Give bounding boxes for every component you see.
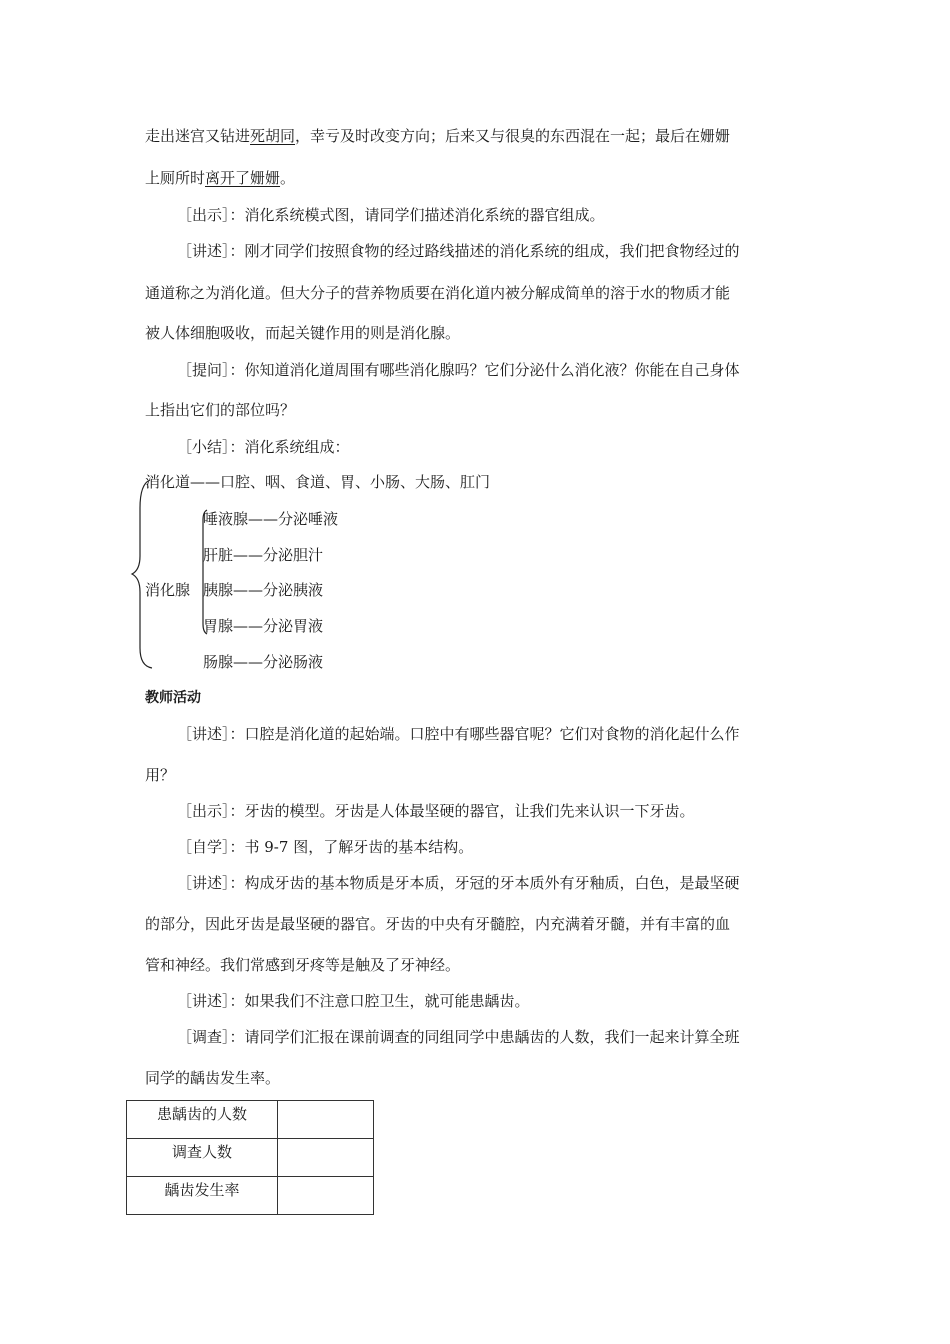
table-blank-cell (278, 1177, 374, 1215)
talk-line: 通道称之为消化道。但大分子的营养物质要在消化道内被分解成简单的溶于水的物质才能 (145, 284, 731, 302)
section-heading: 教师活动 (145, 690, 201, 706)
table-label-cell: 患龋齿的人数 (127, 1101, 278, 1139)
table-row (127, 1177, 374, 1215)
table-row (127, 1139, 374, 1177)
table-label-cell: 调查人数 (127, 1139, 278, 1177)
talk-line: ［讲述］：如果我们不注意口腔卫生，就可能患龋齿。 (177, 992, 530, 1010)
talk-line: ［讲述］：口腔是消化道的起始端。口腔中有哪些器官呢？它们对食物的消化起什么作 (177, 725, 740, 743)
summary-title: ［小结］：消化系统组成： (177, 438, 350, 456)
digestive-tract-line: 消化道——口腔、咽、食道、胃、小肠、大肠、肛门 (145, 473, 491, 491)
gland-item: 唾液腺——分泌唾液 (203, 510, 339, 528)
caries-survey-table (126, 1100, 374, 1215)
table-row (127, 1101, 374, 1139)
talk-line: ［讲述］：刚才同学们按照食物的经过路线描述的消化系统的组成，我们把食物经过的 (177, 242, 740, 260)
survey-line: ［调查］：请同学们汇报在课前调查的同组同学中患龋齿的人数，我们一起来计算全班 (177, 1028, 740, 1046)
table-blank-cell (278, 1139, 374, 1177)
gland-item: 肝脏——分泌胆汁 (203, 546, 324, 564)
show-line: ［出示］：消化系统模式图，请同学们描述消化系统的器官组成。 (177, 206, 605, 224)
glands-label: 消化腺 (145, 581, 191, 599)
talk-line: 的部分，因此牙齿是最坚硬的器官。牙齿的中央有牙髓腔，内充满着牙髓，并有丰富的血 (145, 915, 731, 933)
table-blank-cell (278, 1101, 374, 1139)
underlined-phrase: 死胡同 (250, 127, 296, 145)
underlined-phrase: 离开了姗姗 (205, 169, 281, 187)
table-label-cell: 龋齿发生率 (127, 1177, 278, 1215)
talk-line: 被人体细胞吸收，而起关键作用的则是消化腺。 (145, 324, 461, 342)
talk-line: ［讲述］：构成牙齿的基本物质是牙本质，牙冠的牙本质外有牙釉质，白色，是最坚硬 (177, 874, 740, 892)
question-line: 上指出它们的部位吗？ (145, 401, 296, 419)
survey-line: 同学的龋齿发生率。 (145, 1069, 281, 1087)
paragraph-line: 走出迷宫又钻进死胡同，幸亏及时改变方向；后来又与很臭的东西混在一起；最后在姗姗 (145, 127, 731, 145)
talk-line: 用？ (145, 766, 176, 784)
question-line: ［提问］：你知道消化道周围有哪些消化腺吗？它们分泌什么消化液？你能在自己身体 (177, 361, 740, 379)
paragraph-line: 上厕所时离开了姗姗。 (145, 169, 296, 187)
gland-item: 肠腺——分泌肠液 (203, 653, 324, 671)
talk-line: 管和神经。我们常感到牙疼等是触及了牙神经。 (145, 956, 461, 974)
self-study-line: ［自学］：书 9-7 图，了解牙齿的基本结构。 (177, 838, 474, 856)
show-line: ［出示］：牙齿的模型。牙齿是人体最坚硬的器官，让我们先来认识一下牙齿。 (177, 802, 695, 820)
brace-icon (130, 478, 160, 670)
gland-item: 胃腺——分泌胃液 (203, 617, 324, 635)
gland-item: 胰腺——分泌胰液 (203, 581, 324, 599)
